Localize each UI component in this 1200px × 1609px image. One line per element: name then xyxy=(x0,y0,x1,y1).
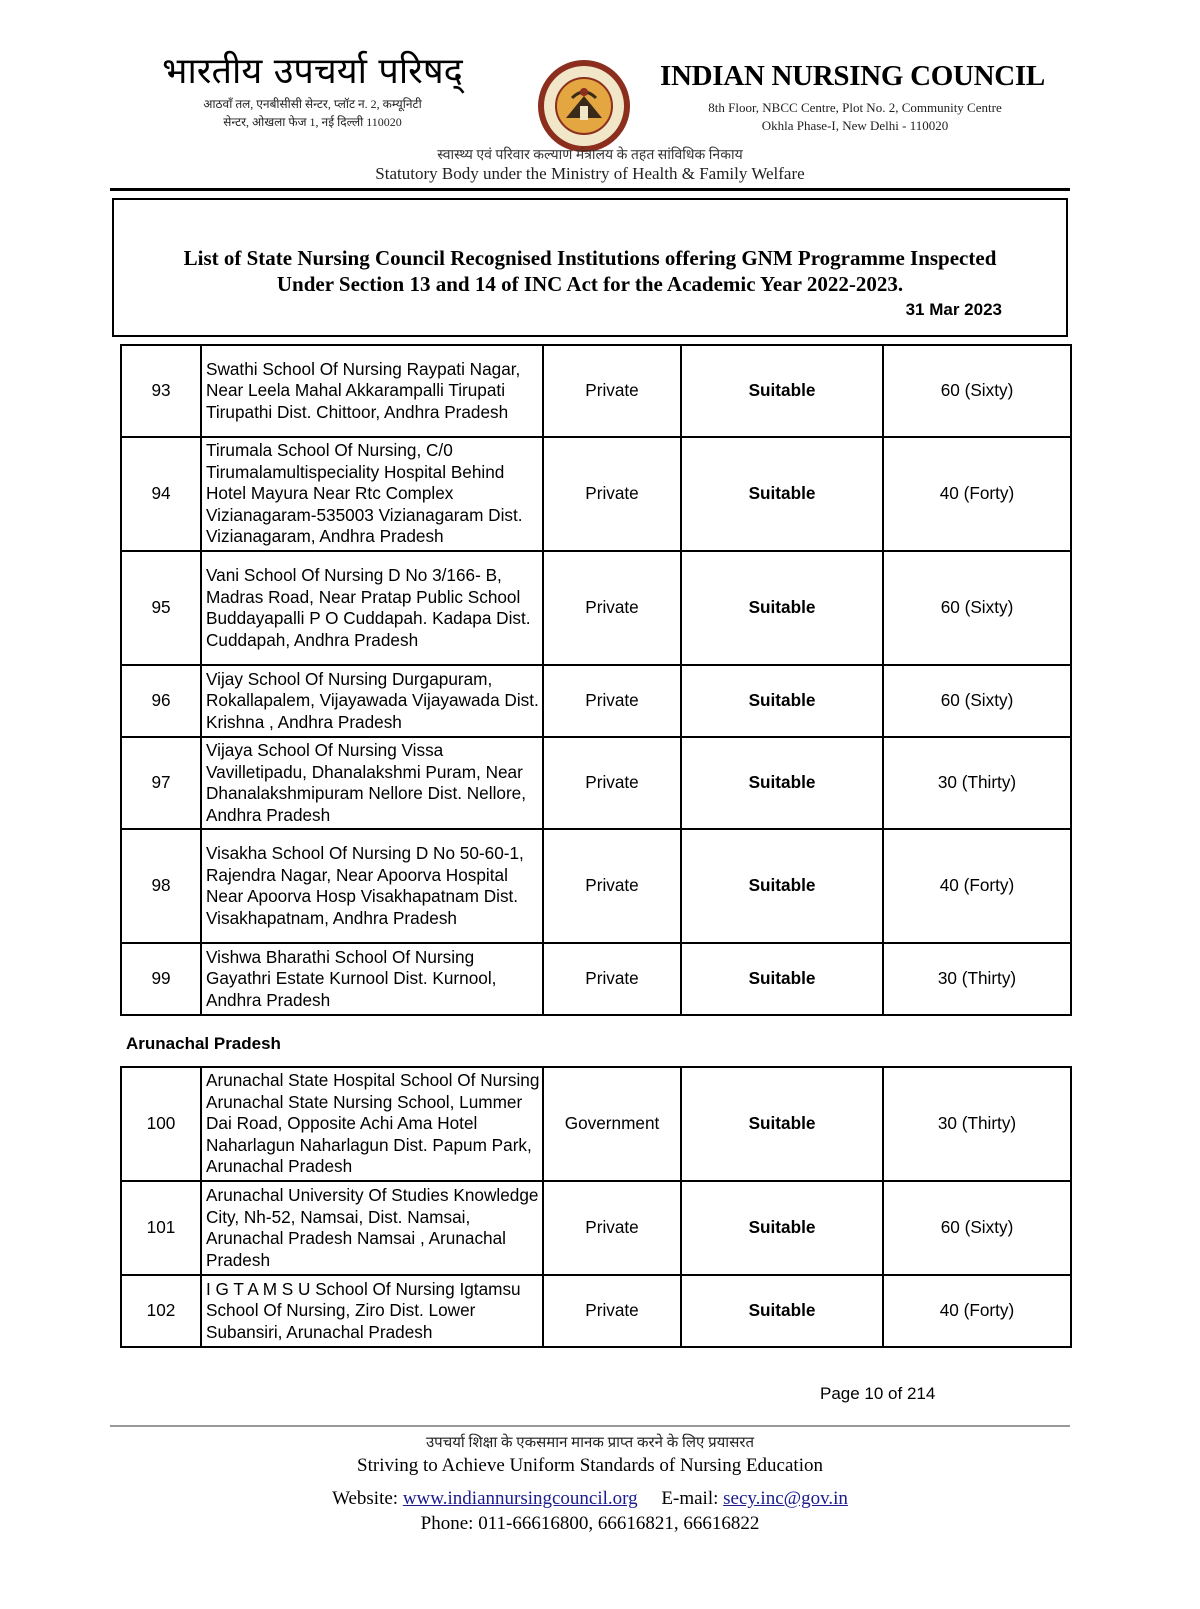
website-link[interactable]: www.indiannursingcouncil.org xyxy=(402,1488,638,1509)
table-row xyxy=(121,737,1071,829)
institution-type: Private xyxy=(543,829,681,943)
serial-number: 98 xyxy=(121,829,201,943)
seat-count: 60 (Sixty) xyxy=(883,551,1071,665)
institution-type: Private xyxy=(543,737,681,829)
inspection-status: Suitable xyxy=(681,737,883,829)
table-row xyxy=(121,345,1071,437)
institution-type: Private xyxy=(543,1181,681,1275)
seat-count: 40 (Forty) xyxy=(883,1275,1071,1347)
statutory-line: Statutory Body under the Ministry of Health & Family Welfare xyxy=(375,164,805,183)
page-number: Page 10 of 214 xyxy=(820,1384,936,1403)
email-label: E-mail: xyxy=(661,1488,719,1509)
institution-type: Private xyxy=(543,551,681,665)
seat-count: 30 (Thirty) xyxy=(883,737,1071,829)
serial-number: 97 xyxy=(121,737,201,829)
institution-name: Vishwa Bharathi School Of Nursing Gayathri Estate Kurnool Dist. Kurnool, Andhra Pradesh xyxy=(201,943,543,1015)
inspection-status: Suitable xyxy=(681,1275,883,1347)
serial-number: 96 xyxy=(121,665,201,737)
footer-divider xyxy=(110,1425,1070,1427)
inspection-status: Suitable xyxy=(681,829,883,943)
contact-line xyxy=(110,1488,1070,1510)
english-address-line2: Okhla Phase-I, New Delhi - 110020 xyxy=(761,118,949,133)
hindi-tagline: उपचर्या शिक्षा के एकसमान मानक प्राप्त करने के लिए प्रयासरत xyxy=(425,1435,755,1451)
institution-type: Private xyxy=(543,665,681,737)
seat-count: 60 (Sixty) xyxy=(883,1181,1071,1275)
document-title-line1: List of State Nursing Council Recognised Institutions offering GNM Programme Inspected xyxy=(183,246,997,270)
hindi-address-line2: सेन्टर, ओखला फेज 1, नई दिल्ली 110020 xyxy=(223,115,402,129)
institution-name: I G T A M S U School Of Nursing Igtamsu School Of Nursing, Ziro Dist. Lower Subansiri, Arunachal Pradesh xyxy=(201,1275,543,1347)
table-row xyxy=(121,551,1071,665)
institutions-table-andhra xyxy=(120,344,1072,1016)
institution-name: Tirumala School Of Nursing, C/0 Tirumalamultispeciality Hospital Behind Hotel Mayura Near Rtc Complex Vizianagaram-535003 Vizianagaram Dist. Vizianagaram, Andhra Pradesh xyxy=(201,437,543,551)
inspection-status: Suitable xyxy=(681,1067,883,1181)
website-label: Website: xyxy=(332,1488,399,1509)
institution-name: Vijay School Of Nursing Durgapuram, Rokallapalem, Vijayawada Vijayawada Dist. Krishna , Andhra Pradesh xyxy=(201,665,543,737)
tagline: Striving to Achieve Uniform Standards of Nursing Education xyxy=(357,1455,823,1476)
seat-count: 60 (Sixty) xyxy=(883,345,1071,437)
table-row xyxy=(121,1181,1071,1275)
header-divider xyxy=(110,188,1070,191)
serial-number: 102 xyxy=(121,1275,201,1347)
hindi-address-line1: आठवाँ तल, एनबीसीसी सेन्टर, प्लॉट न. 2, कम्यूनिटी xyxy=(203,97,422,111)
institution-name: Swathi School Of Nursing Raypati Nagar, Near Leela Mahal Akkarampalli Tirupati Tirupathi Dist. Chittoor, Andhra Pradesh xyxy=(201,345,543,437)
inspection-status: Suitable xyxy=(681,437,883,551)
institution-name: Vani School Of Nursing D No 3/166- B, Madras Road, Near Pratap Public School Buddayapalli P O Cuddapah. Kadapa Dist. Cuddapah, Andhra Pradesh xyxy=(201,551,543,665)
council-seal-icon xyxy=(536,58,632,154)
institution-type: Private xyxy=(543,1275,681,1347)
document-title-line2: Under Section 13 and 14 of INC Act for the Academic Year 2022-2023. xyxy=(276,272,904,296)
english-address-line1: 8th Floor, NBCC Centre, Plot No. 2, Community Centre xyxy=(708,100,1002,115)
inspection-status: Suitable xyxy=(681,551,883,665)
phone-numbers: Phone: 011-66616800, 66616821, 66616822 xyxy=(420,1513,760,1534)
inspection-status: Suitable xyxy=(681,665,883,737)
state-heading: Arunachal Pradesh xyxy=(126,1034,281,1053)
serial-number: 93 xyxy=(121,345,201,437)
seat-count: 40 (Forty) xyxy=(883,829,1071,943)
institutions-table-arunachal xyxy=(120,1066,1072,1348)
institution-name: Visakha School Of Nursing D No 50-60-1, Rajendra Nagar, Near Apoorva Hospital Near Apoorva Hosp Visakhapatnam Dist. Visakhapatnam, Andhra Pradesh xyxy=(201,829,543,943)
inspection-status: Suitable xyxy=(681,1181,883,1275)
inspection-status: Suitable xyxy=(681,345,883,437)
council-name: INDIAN NURSING COUNCIL xyxy=(660,60,1045,92)
serial-number: 99 xyxy=(121,943,201,1015)
institution-name: Arunachal State Hospital School Of Nursing Arunachal State Nursing School, Lummer Dai Road, Opposite Achi Ama Hotel Naharlagun Naharlagun Dist. Papum Park, Arunachal Pradesh xyxy=(201,1067,543,1181)
serial-number: 101 xyxy=(121,1181,201,1275)
institution-name: Vijaya School Of Nursing Vissa Vavilletipadu, Dhanalakshmi Puram, Near Dhanalakshmipuram Nellore Dist. Nellore, Andhra Pradesh xyxy=(201,737,543,829)
seat-count: 30 (Thirty) xyxy=(883,1067,1071,1181)
institution-type: Government xyxy=(543,1067,681,1181)
table-row xyxy=(121,437,1071,551)
email-link[interactable]: secy.inc@gov.in xyxy=(723,1488,848,1509)
table-row xyxy=(121,665,1071,737)
institution-type: Private xyxy=(543,943,681,1015)
table-row xyxy=(121,1067,1071,1181)
document-date: 31 Mar 2023 xyxy=(905,300,1002,319)
seat-count: 30 (Thirty) xyxy=(883,943,1071,1015)
seat-count: 40 (Forty) xyxy=(883,437,1071,551)
hindi-statutory-line: स्वास्थ्य एवं परिवार कल्याण मंत्रालय के तहत सांविधिक निकाय xyxy=(437,148,743,163)
table-row xyxy=(121,1275,1071,1347)
table-row xyxy=(121,943,1071,1015)
seat-count: 60 (Sixty) xyxy=(883,665,1071,737)
serial-number: 94 xyxy=(121,437,201,551)
hindi-title: भारतीय उपचर्या परिषद् xyxy=(162,51,463,92)
institution-type: Private xyxy=(543,437,681,551)
institution-name: Arunachal University Of Studies Knowledge City, Nh-52, Namsai, Dist. Namsai, Arunachal Pradesh Namsai , Arunachal Pradesh xyxy=(201,1181,543,1275)
document-title-box xyxy=(112,198,1068,337)
inspection-status: Suitable xyxy=(681,943,883,1015)
table-row xyxy=(121,829,1071,943)
serial-number: 95 xyxy=(121,551,201,665)
serial-number: 100 xyxy=(121,1067,201,1181)
institution-type: Private xyxy=(543,345,681,437)
